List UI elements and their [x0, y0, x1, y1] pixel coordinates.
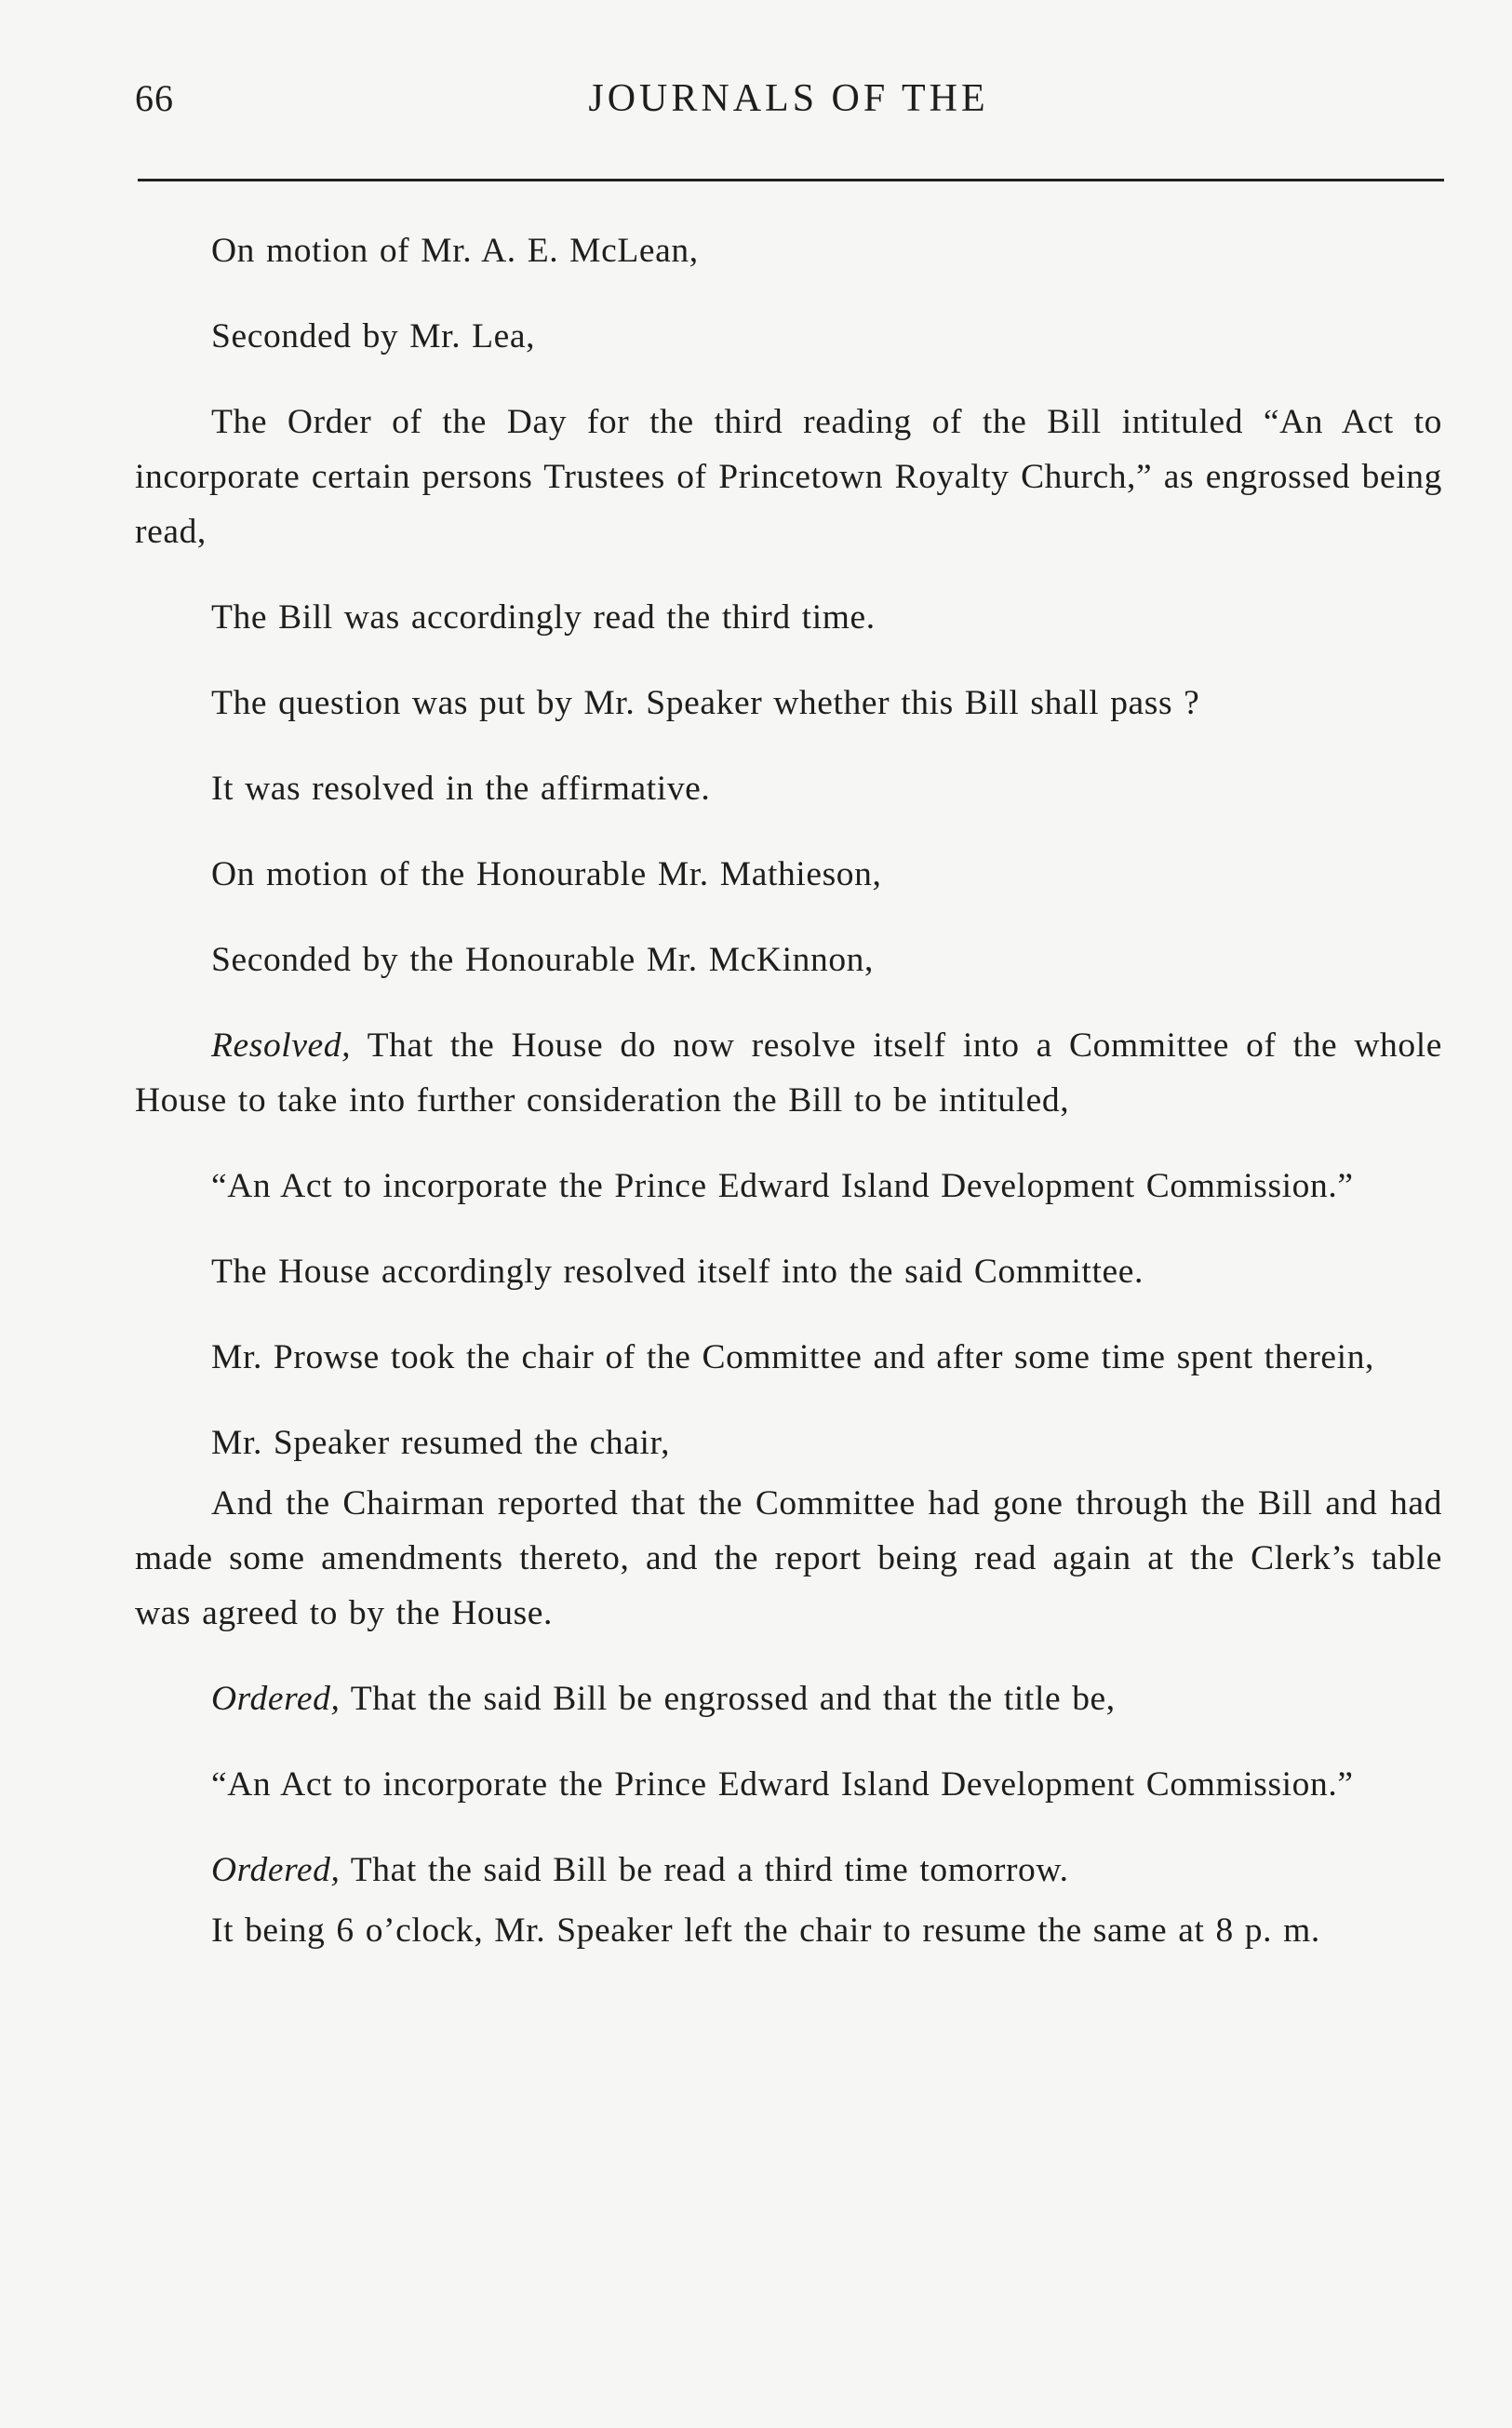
paragraph	[135, 1018, 1442, 1128]
paragraph-text: That the House do now resolve itself into a Committee of the whole House to take into further consideration the Bill to be intituled,	[135, 1026, 1442, 1120]
paragraph	[135, 847, 1442, 902]
paragraph	[135, 1843, 1442, 1898]
paragraph-text: Seconded by the Honourable Mr. McKinnon,	[211, 941, 875, 979]
paragraph	[135, 223, 1442, 278]
paragraph-text: On motion of Mr. A. E. McLean,	[211, 232, 699, 270]
header-rule	[138, 179, 1444, 181]
page-number: 66	[135, 77, 174, 119]
page-header	[135, 76, 1442, 132]
paragraph	[135, 932, 1442, 987]
paragraph	[135, 1903, 1442, 1958]
paragraph-text: The House accordingly resolved itself into the said Committee.	[211, 1253, 1144, 1291]
paragraph-text: And the Chairman reported that the Committee had gone through the Bill and had made some amendments thereto, and the report being read again at the Clerk’s table was agreed to by the House.	[135, 1484, 1442, 1632]
paragraph-text: On motion of the Honourable Mr. Mathieson,	[211, 855, 882, 893]
resolved-lead: Resolved,	[211, 1026, 352, 1065]
paragraph	[135, 1476, 1442, 1641]
paragraph-text: Seconded by Mr. Lea,	[211, 317, 536, 355]
ordered-lead: Ordered,	[211, 1851, 341, 1889]
paragraph-text: It was resolved in the affirmative.	[211, 770, 711, 808]
ordered-lead: Ordered,	[211, 1680, 341, 1718]
paragraph	[135, 1159, 1442, 1214]
paragraph-text: Mr. Prowse took the chair of the Committee and after some time spent therein,	[211, 1338, 1375, 1376]
paragraph-text: The Order of the Day for the third reading of the Bill intituled “An Act to incorporate certain persons Trustees of Princetown Royalty Church,” as engrossed being read,	[135, 403, 1442, 551]
paragraph-text: The question was put by Mr. Speaker whether this Bill shall pass ?	[211, 684, 1200, 722]
paragraph-text: That the said Bill be read a third time tomorrow.	[350, 1851, 1069, 1889]
paragraph	[135, 1757, 1442, 1812]
paragraph-text: It being 6 o’clock, Mr. Speaker left the chair to resume the same at 8 p. m.	[211, 1912, 1320, 1950]
paragraph	[135, 676, 1442, 731]
paragraph-text: “An Act to incorporate the Prince Edward Island Development Commission.”	[211, 1167, 1354, 1205]
paragraph	[135, 761, 1442, 816]
paragraph	[135, 395, 1442, 559]
paragraph	[135, 1330, 1442, 1385]
paragraph	[135, 1415, 1442, 1470]
journal-body	[135, 223, 1442, 1989]
paragraph	[135, 1244, 1442, 1299]
paragraph	[135, 1671, 1442, 1726]
paragraph	[135, 590, 1442, 645]
paragraph-text: That the said Bill be engrossed and that the title be,	[350, 1680, 1116, 1718]
running-head: JOURNALS OF THE	[588, 77, 989, 120]
paragraph-text: The Bill was accordingly read the third time.	[211, 598, 876, 637]
paragraph	[135, 309, 1442, 364]
paragraph-text: Mr. Speaker resumed the chair,	[211, 1424, 671, 1462]
paragraph-text: “An Act to incorporate the Prince Edward Island Development Commission.”	[211, 1765, 1354, 1804]
